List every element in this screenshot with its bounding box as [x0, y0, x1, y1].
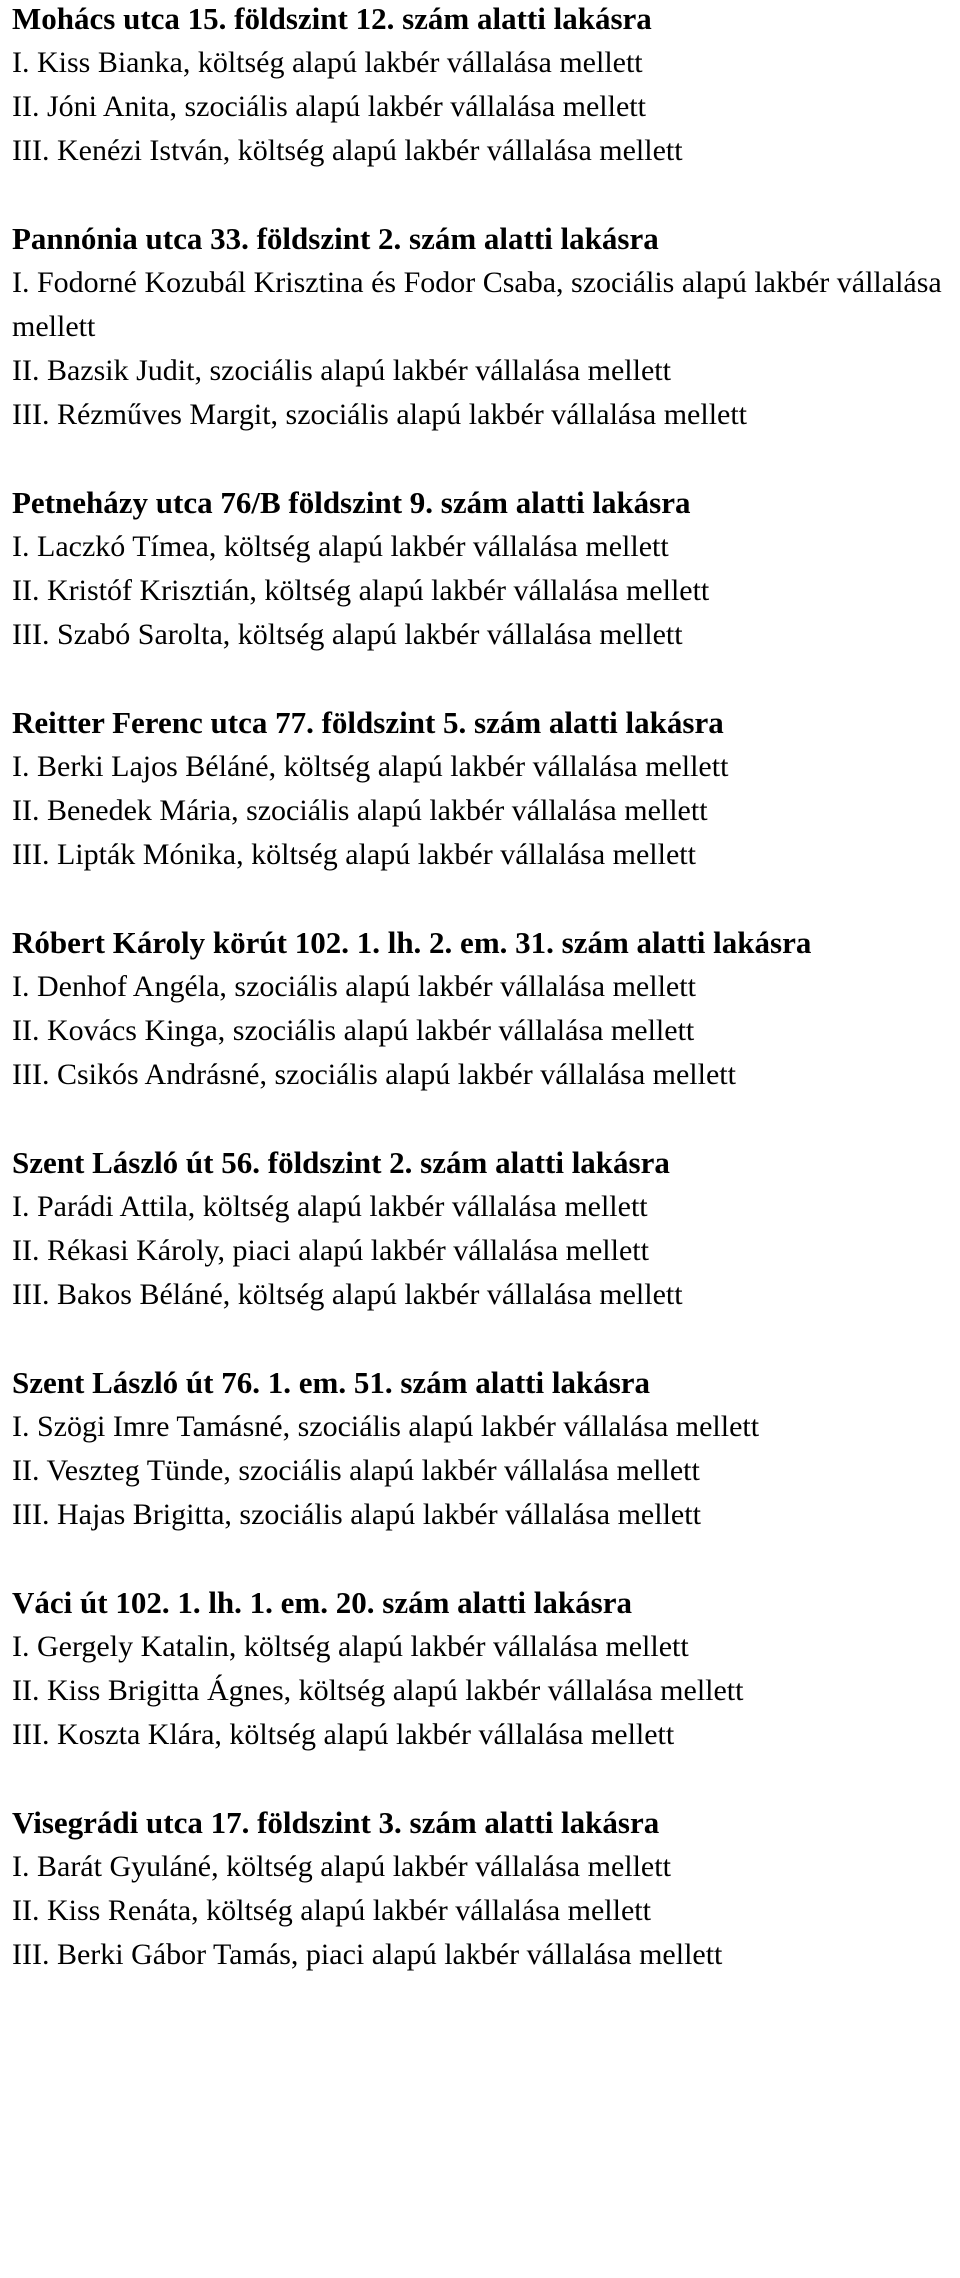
applicant-entry-1: I. Laczkó Tímea, költség alapú lakbér vállalása mellett: [12, 530, 669, 563]
applicant-entry-1: I. Berki Lajos Béláné, költség alapú lakbér vállalása mellett: [12, 750, 729, 783]
applicant-entry-1: I. Szögi Imre Tamásné, szociális alapú lakbér vállalása mellett: [12, 1410, 760, 1443]
apartment-section-robert-karoly-102: [12, 921, 942, 1097]
apartment-heading: Szent László út 56. földszint 2. szám alatti lakásra: [12, 1145, 670, 1180]
apartment-heading: Szent László út 76. 1. em. 51. szám alatti lakásra: [12, 1365, 651, 1400]
apartment-heading: Mohács utca 15. földszint 12. szám alatti lakásra: [12, 1, 652, 36]
apartment-heading: Pannónia utca 33. földszint 2. szám alatti lakásra: [12, 221, 659, 256]
applicant-entry-2: II. Bazsik Judit, szociális alapú lakbér vállalása mellett: [12, 354, 671, 387]
apartment-section-vaci-102: [12, 1581, 942, 1757]
applicant-entry-1: I. Gergely Katalin, költség alapú lakbér vállalása mellett: [12, 1630, 689, 1663]
apartment-heading: Reitter Ferenc utca 77. földszint 5. szám alatti lakásra: [12, 705, 724, 740]
apartment-heading: Váci út 102. 1. lh. 1. em. 20. szám alatti lakásra: [12, 1585, 632, 1620]
applicant-entry-2: II. Jóni Anita, szociális alapú lakbér vállalása mellett: [12, 90, 646, 123]
applicant-entry-2: II. Kovács Kinga, szociális alapú lakbér vállalása mellett: [12, 1014, 695, 1047]
applicant-entry-3: III. Szabó Sarolta, költség alapú lakbér vállalása mellett: [12, 618, 683, 651]
apartment-heading: Róbert Károly körút 102. 1. lh. 2. em. 31. szám alatti lakásra: [12, 925, 812, 960]
applicant-entry-3: III. Lipták Mónika, költség alapú lakbér vállalása mellett: [12, 838, 696, 871]
applicant-entry-3: III. Kenézi István, költség alapú lakbér vállalása mellett: [12, 134, 683, 167]
apartment-heading: Visegrádi utca 17. földszint 3. szám alatti lakásra: [12, 1805, 660, 1840]
apartment-section-szent-laszlo-76: [12, 1361, 942, 1537]
applicant-entry-3: III. Bakos Béláné, költség alapú lakbér vállalása mellett: [12, 1278, 683, 1311]
apartment-section-visegradi-17: [12, 1801, 942, 1977]
applicant-entry-2: II. Rékasi Károly, piaci alapú lakbér vállalása mellett: [12, 1234, 649, 1267]
applicant-entry-1: I. Barát Gyuláné, költség alapú lakbér vállalása mellett: [12, 1850, 671, 1883]
applicant-entry-3: III. Csikós Andrásné, szociális alapú lakbér vállalása mellett: [12, 1058, 736, 1091]
applicant-entry-2: II. Kristóf Krisztián, költség alapú lakbér vállalása mellett: [12, 574, 710, 607]
applicant-entry-1: I. Denhof Angéla, szociális alapú lakbér vállalása mellett: [12, 970, 696, 1003]
apartment-section-pannonia-33: [12, 217, 942, 437]
applicant-entry-2: II. Veszteg Tünde, szociális alapú lakbér vállalása mellett: [12, 1454, 700, 1487]
applicant-entry-3: III. Rézműves Margit, szociális alapú lakbér vállalása mellett: [12, 398, 748, 431]
applicant-entry-2: II. Benedek Mária, szociális alapú lakbér vállalása mellett: [12, 794, 708, 827]
apartment-heading: Petneházy utca 76/B földszint 9. szám alatti lakásra: [12, 485, 691, 520]
applicant-entry-3: III. Koszta Klára, költség alapú lakbér vállalása mellett: [12, 1718, 675, 1751]
apartment-section-reitter-77: [12, 701, 942, 877]
applicant-entry-1: I. Kiss Bianka, költség alapú lakbér vállalása mellett: [12, 46, 643, 79]
applicant-entry-2: II. Kiss Brigitta Ágnes, költség alapú lakbér vállalása mellett: [12, 1674, 744, 1707]
apartment-section-petnehazy-76b: [12, 481, 942, 657]
applicant-entry-3: III. Berki Gábor Tamás, piaci alapú lakbér vállalása mellett: [12, 1938, 723, 1971]
applicant-entry-1: I. Parádi Attila, költség alapú lakbér vállalása mellett: [12, 1190, 648, 1223]
apartment-section-szent-laszlo-56: [12, 1141, 942, 1317]
applicant-entry-1: I. Fodorné Kozubál Krisztina és Fodor Csaba, szociális alapú lakbér vállalása mellett: [12, 266, 942, 343]
applicant-entry-3: III. Hajas Brigitta, szociális alapú lakbér vállalása mellett: [12, 1498, 701, 1531]
apartment-section-mohacs-15: [12, 0, 942, 173]
applicant-entry-2: II. Kiss Renáta, költség alapú lakbér vállalása mellett: [12, 1894, 651, 1927]
